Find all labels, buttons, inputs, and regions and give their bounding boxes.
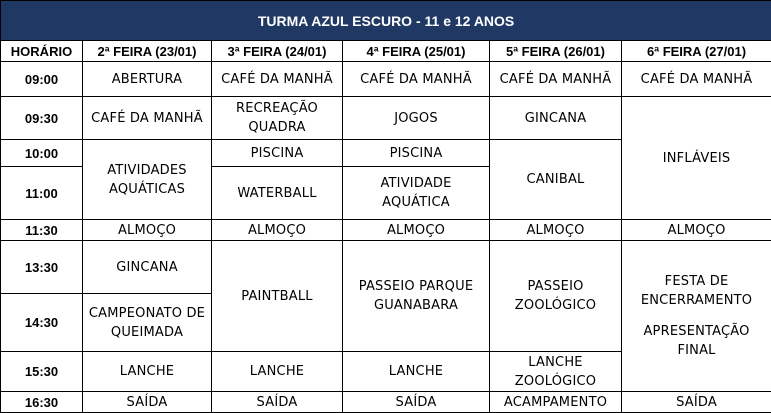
header-row [1,41,771,62]
activity-label: ALMOÇO [667,223,725,238]
activity-label: ATIVIDADES AQUÁTICAS [107,163,187,197]
activity-cell [83,220,212,241]
activity-label: SAÍDA [676,395,717,410]
activity-cell [83,140,212,220]
activity-label: LANCHE ZOOLÓGICO [515,355,596,389]
activity-label: WATERBALL [237,186,316,201]
activity-cell [490,140,622,220]
activity-cell [212,167,343,220]
activity-cell [212,140,343,167]
activity-label: LANCHE [250,364,304,379]
time-cell: 10:00 [1,140,83,167]
activity-cell [343,352,490,392]
activity-cell [343,62,490,97]
activity-cell [212,241,343,352]
activity-cell [622,62,771,97]
activity-label: INFLÁVEIS [663,151,731,166]
activity-label: CAMPEONATO DE QUEIMADA [89,306,205,340]
activity-cell [343,241,490,352]
activity-cell [212,97,343,140]
activity-cell [490,352,622,392]
activity-cell [490,62,622,97]
activity-cell [212,392,343,413]
time-cell: 09:30 [1,97,83,140]
time-cell: 11:00 [1,167,83,220]
activity-cell [490,97,622,140]
schedule-title: TURMA AZUL ESCURO - 11 e 12 ANOS [1,1,771,41]
time-cell: 16:30 [1,392,83,413]
column-header-thursday: 5ª FEIRA (26/01) [490,41,622,62]
activity-label: RECREAÇÃO QUADRA [236,101,318,135]
activity-label: LANCHE [120,364,174,379]
activity-label: CAFÉ DA MANHÃ [360,72,472,87]
table-row [1,220,771,241]
activity-cell [490,220,622,241]
activity-cell [343,392,490,413]
activity-cell [622,392,771,413]
column-header-friday: 6ª FEIRA (27/01) [622,41,771,62]
activity-cell [622,241,771,392]
activity-label: PISCINA [251,146,304,161]
activity-cell [83,62,212,97]
activity-label: SAÍDA [257,395,298,410]
activity-cell [83,241,212,294]
activity-label: ALMOÇO [526,223,584,238]
column-header-monday: 2ª FEIRA (23/01) [83,41,212,62]
time-cell: 13:30 [1,241,83,294]
activity-label: ALMOÇO [248,223,306,238]
activity-label: PAINTBALL [241,289,313,304]
activity-cell [490,392,622,413]
activity-label: CAFÉ DA MANHÃ [221,72,333,87]
activity-label: LANCHE [389,364,443,379]
table-row [1,241,771,294]
activity-label: SAÍDA [127,395,168,410]
activity-label: JOGOS [394,111,438,126]
column-header-time: HORÁRIO [1,41,83,62]
activity-label: CAFÉ DA MANHÃ [91,111,203,126]
activity-cell [343,167,490,220]
table-row [1,97,771,140]
activity-cell [83,97,212,140]
activity-label: PISCINA [390,146,443,161]
activity-label: PASSEIO ZOOLÓGICO [515,279,596,313]
table-row [1,392,771,413]
activity-label: SAÍDA [396,395,437,410]
activity-cell [343,220,490,241]
activity-cell [212,62,343,97]
column-header-tuesday: 3ª FEIRA (24/01) [212,41,343,62]
activity-cell [212,352,343,392]
activity-label: ALMOÇO [387,223,445,238]
time-cell: 09:00 [1,62,83,97]
activity-cell [343,140,490,167]
activity-label: ABERTURA [112,72,183,87]
activity-cell [83,392,212,413]
activity-label: PASSEIO PARQUE GUANABARA [359,279,474,313]
activity-cell [212,220,343,241]
activity-label: APRESENTAÇÃO FINAL [643,324,749,358]
activity-cell [83,294,212,352]
activity-label: CAFÉ DA MANHÃ [641,72,753,87]
activity-label: FESTA DE ENCERRAMENTO [641,274,752,308]
activity-label: ATIVIDADE AQUÁTICA [380,176,451,210]
activity-label: ACAMPAMENTO [504,395,607,410]
activity-label: GINCANA [525,111,587,126]
table-row [1,62,771,97]
activity-cell [622,97,771,220]
activity-cell [83,352,212,392]
time-cell: 14:30 [1,294,83,352]
activity-cell [490,241,622,352]
spacer [624,310,769,322]
activity-label: CANIBAL [527,172,585,187]
time-cell: 15:30 [1,352,83,392]
activity-label: CAFÉ DA MANHÃ [500,72,612,87]
time-cell: 11:30 [1,220,83,241]
activity-label: ALMOÇO [118,223,176,238]
activity-cell [622,220,771,241]
column-header-wednesday: 4ª FEIRA (25/01) [343,41,490,62]
activity-cell [343,97,490,140]
activity-label: GINCANA [116,260,178,275]
title-row [1,1,771,41]
